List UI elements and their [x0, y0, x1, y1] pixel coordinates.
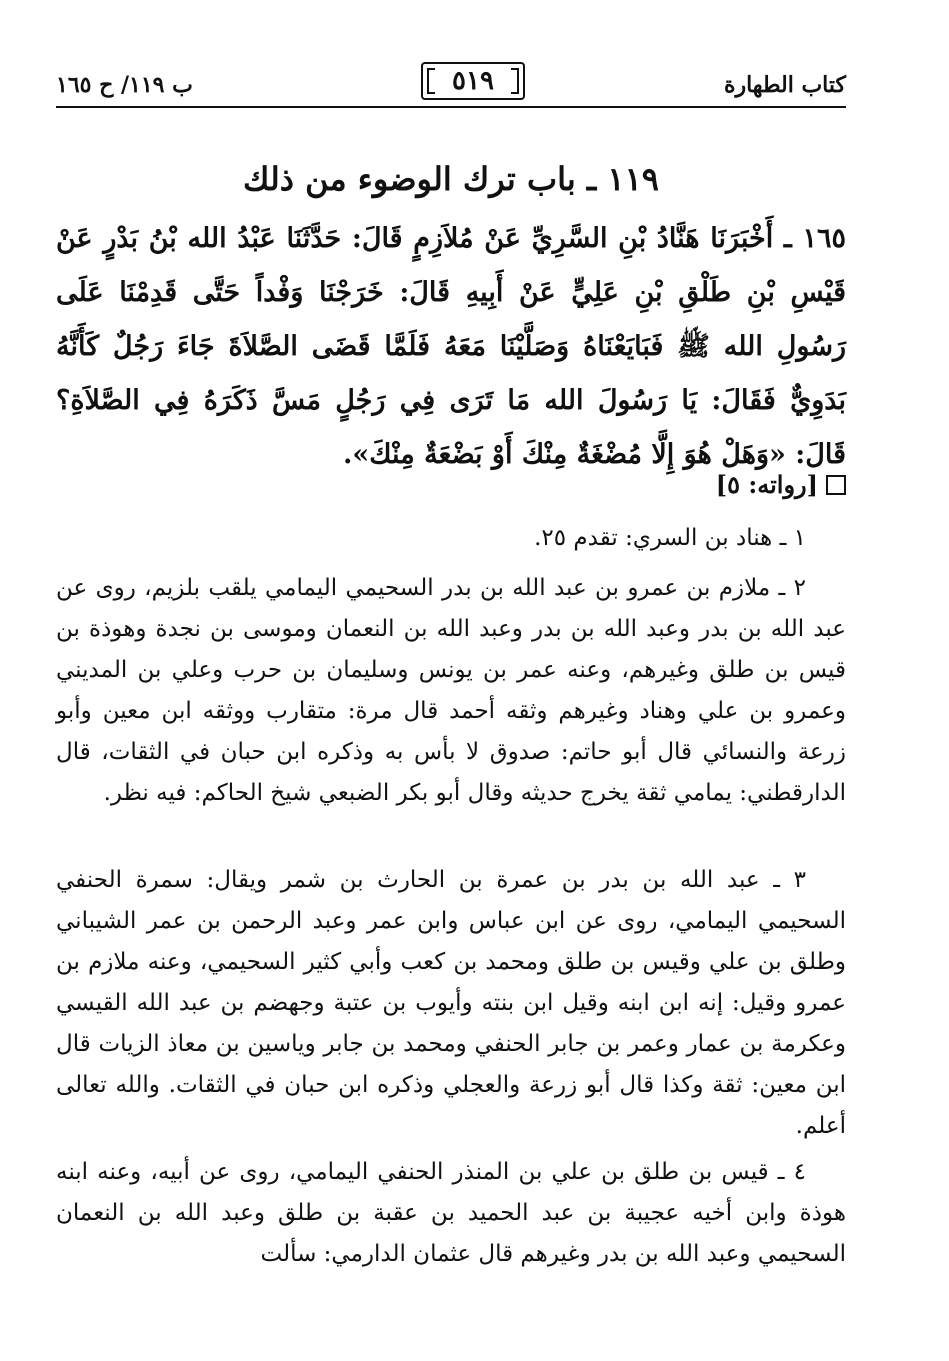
- book-title: كتاب الطهارة: [723, 72, 846, 98]
- narrator-entry: ٤ ـ قيس بن طلق بن علي بن المنذر الحنفي اليمامي، روى عن أبيه، وعنه ابنه هوذة وابن أخيه عجيبة بن عبد الحميد بن عقبة بن طلق وعبد الله بن النعمان السحيمي وعبد الله بن بدر وغيرهم قال عثمان الدارمي: سألت: [56, 1159, 846, 1267]
- header-divider: [56, 106, 846, 108]
- square-bullet-icon: [826, 475, 846, 495]
- narrator-entry: ٣ ـ عبد الله بن بدر بن عمرة بن الحارث بن شمر ويقال: سمرة الحنفي السحيمي اليمامي، روى عن ابن عباس وابن عمر وعبد الرحمن بن عمر الشيباني وطلق بن علي وقيس بن طلق ومحمد بن كعب وأبي كثير السحيمي، وعنه ملازم بن عمرو وقيل: إنه ابن ابنه وقيل ابن بنته وأيوب بن عتبة وجهضم بن عبد الله القيسي وعكرمة بن عمار وعمر بن جابر الحنفي ومحمد بن جابر وياسين بن معاذ الزيات قال ابن معين: ثقة وكذا قال أبو زرعة والعجلي وذكره ابن حبان في الثقات. والله تعالى أعلم.: [56, 867, 846, 1139]
- narrators-heading-label: [رواته: ٥]: [715, 470, 818, 499]
- narrator-entry: ٢ ـ ملازم بن عمرو بن عبد الله بن بدر السحيمي اليمامي يلقب بلزيم، روى عن عبد الله بن بدر وعبد الله بن بدر وعبد الله بن النعمان وموسى بن نجدة وهوذة بن قيس بن طلق وغيرهم، وعنه عمر بن يونس وسليمان بن حرب وعلي بن المديني وعمرو بن علي وهناد وغيرهم وثقه أحمد قال مرة: متقارب ووثقه ابن معين وأبو زرعة والنسائي قال أبو حاتم: صدوق لا بأس به وذكره ابن حبان في الثقات، قال الدارقطني: يمامي ثقة يخرج حديثه وقال أبو بكر الضبعي شيخ الحاكم: فيه نظر.: [56, 575, 846, 806]
- narrators-heading: [716, 470, 846, 499]
- running-header: [56, 60, 846, 108]
- page-number: ٥١٩: [421, 62, 525, 100]
- chapter-reference: ب ١١٩/ ح ١٦٥: [56, 72, 193, 98]
- chapter-title: ١١٩ ـ باب ترك الوضوء من ذلك: [243, 160, 659, 198]
- narrator-entry: ١ ـ هناد بن السري: تقدم ٢٥.: [534, 525, 806, 551]
- hadith-text: ١٦٥ ـ أَخْبَرَنَا هَنَّادُ بْنِ السَّرِيِّ عَنْ مُلاَزِمٍ قَالَ: حَدَّثَنَا عَبْدُ الله بْنُ بَدْرٍ عَنْ قَيْسِ بْنِ طَلْقِ بْنِ عَلِيٍّ عَنْ أَبِيهِ قَالَ: خَرَجْنَا وَفْداً حَتَّى قَدِمْنَا عَلَى رَسُولِ الله ﷺ فَبَايَعْنَاهُ وَصَلَّيْنَا مَعَهُ فَلَمَّا قَضَى الصَّلاَةَ جَاءَ رَجُلٌ كَأَنَّهُ بَدَوِيٌّ فَقَالَ: يَا رَسُولَ الله مَا تَرَى فِي رَجُلٍ مَسَّ ذَكَرَهُ فِي الصَّلاَةِ؟ قَالَ: «وَهَلْ هُوَ إِلَّا مُضْغَةٌ مِنْكَ أَوْ بَضْعَةٌ مِنْكَ».: [56, 223, 846, 470]
